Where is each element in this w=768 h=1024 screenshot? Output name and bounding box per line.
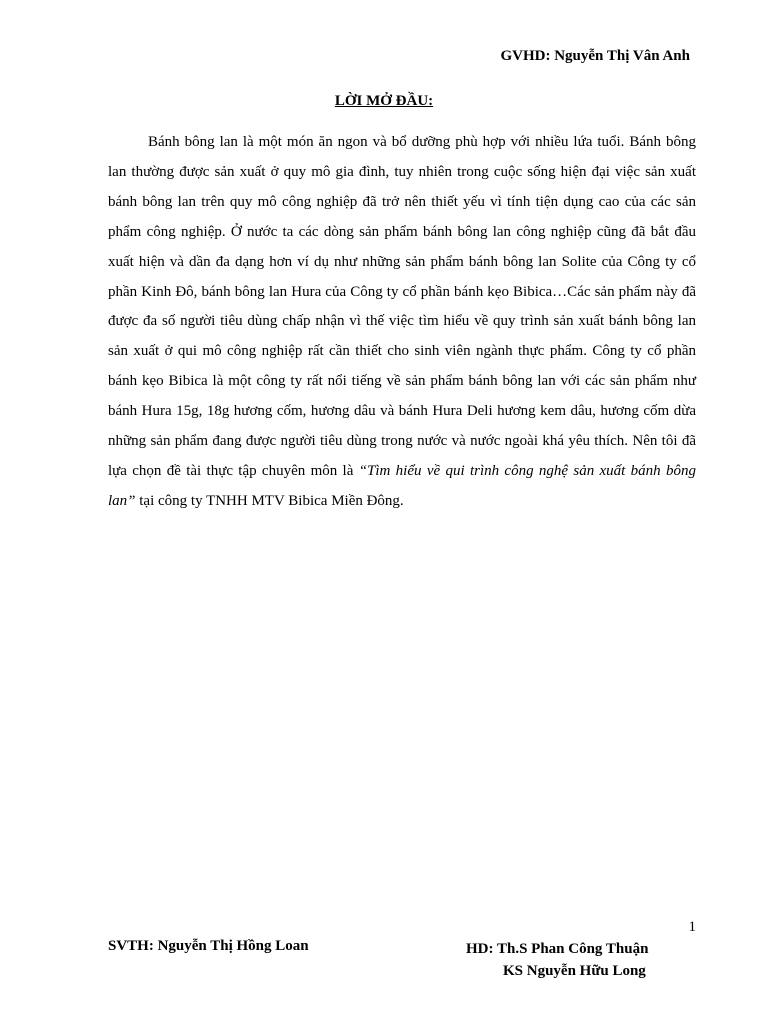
student-footer: SVTH: Nguyễn Thị Hồng Loan <box>108 938 309 954</box>
supervisor-line-2: KS Nguyễn Hữu Long <box>503 963 646 979</box>
page-number: 1 <box>688 919 696 935</box>
intro-paragraph <box>108 128 696 517</box>
paragraph-text-before: Bánh bông lan là một món ăn ngon và bổ dưỡng phù hợp với nhiều lứa tuổi. Bánh bông lan thường được sản xuất ở quy mô gia đình, tuy nhiên trong cuộc sống hiện đại việc sản xuất bánh bông lan trên quy mô công nghiệp đã trở nên thiết yếu vì tính tiện dụng cao của các sản phẩm công nghiệp. Ở nước ta các dòng sản phẩm bánh bông lan công nghiệp cũng đã bắt đầu xuất hiện và dần đa dạng hơn ví dụ như những sản phẩm bánh bông lan Solite của Công ty cổ phần Kinh Đô, bánh bông lan Hura của Công ty cổ phần bánh kẹo Bibica…Các sản phẩm này đã được đa số người tiêu dùng chấp nhận vì thế việc tìm hiểu về quy trình sản xuất bánh bông lan sản xuất ở qui mô công nghiệp rất cần thiết cho sinh viên ngành thực phẩm. Công ty cổ phần bánh kẹo Bibica là một công ty rất nổi tiếng về sản phẩm bánh bông lan với các sản phẩm như bánh Hura 15g, 18g hương cốm, hương dâu và bánh Hura Deli hương kem dâu, hương cốm dừa những sản phẩm đang được người tiêu dùng trong nước và nước ngoài khá yêu thích. Nên tôi đã lựa chọn đề tài thực tập chuyên môn là <box>108 134 696 479</box>
supervisor-footer <box>466 938 648 982</box>
topic-title: “Tìm hiểu về qui trình công nghệ sản xuất bánh bông lan” <box>108 462 696 509</box>
body-text <box>108 128 696 517</box>
supervisor-line-1: HD: Th.S Phan Công Thuận <box>466 941 649 957</box>
paragraph-text-after: tại công ty TNHH MTV Bibica Miền Đông. <box>135 492 404 509</box>
page-title: LỜI MỞ ĐẦU: <box>334 93 434 109</box>
advisor-header: GVHD: Nguyễn Thị Vân Anh <box>500 48 690 64</box>
